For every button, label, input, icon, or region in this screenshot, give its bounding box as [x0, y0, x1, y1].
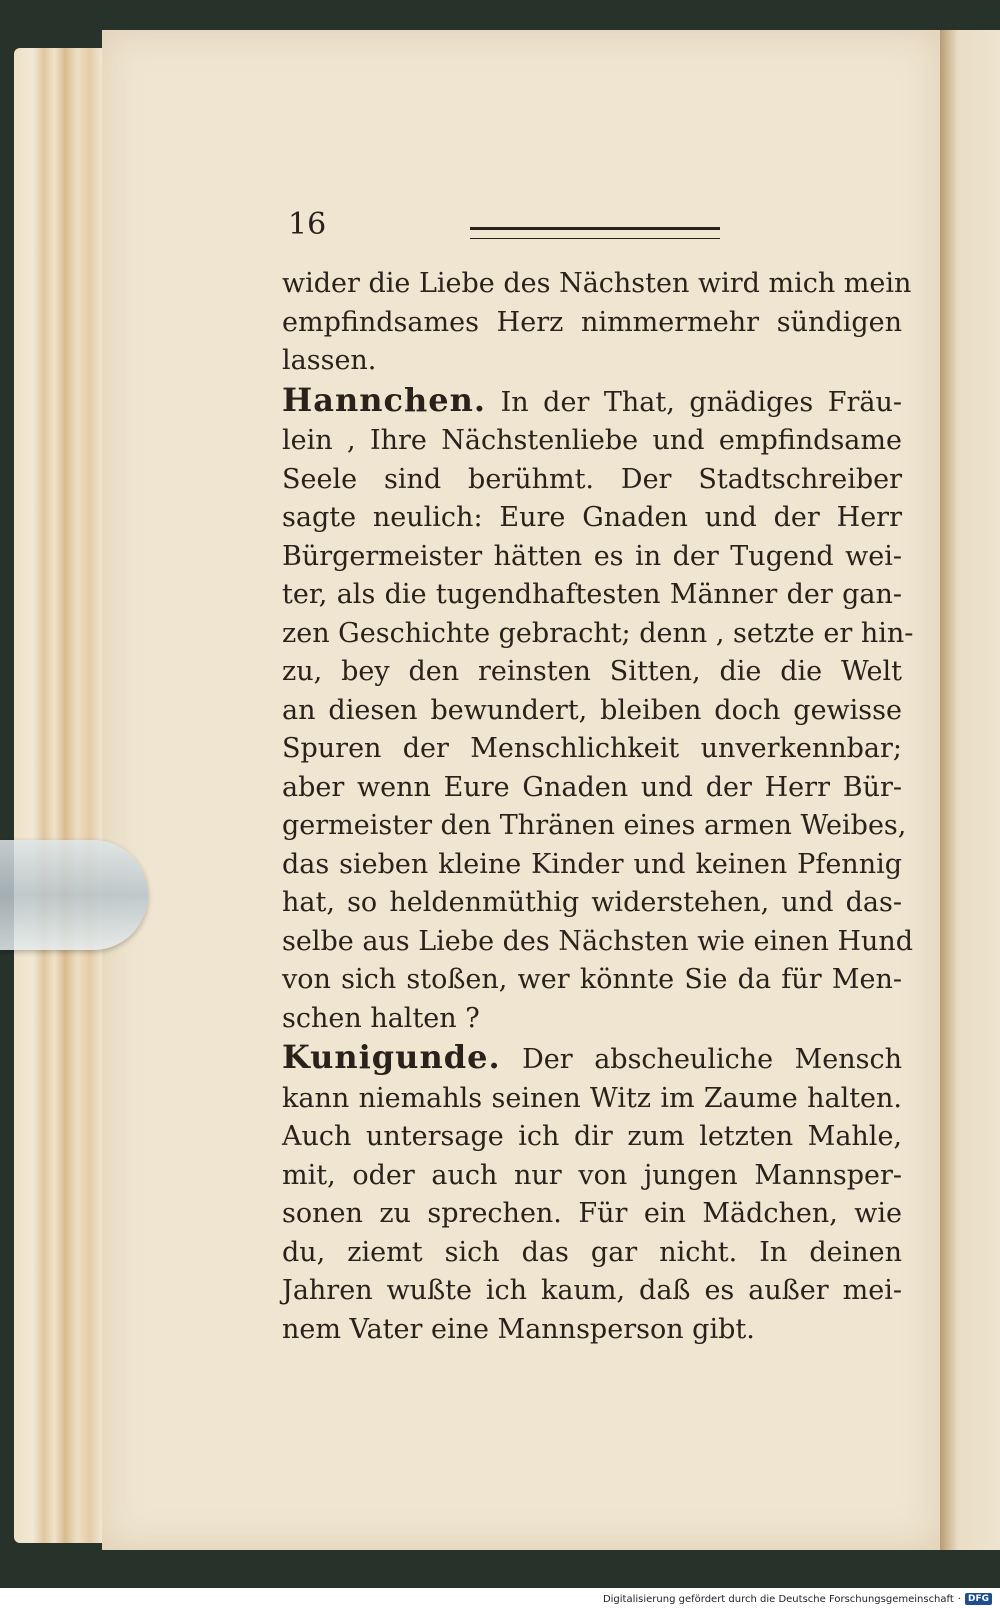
text-line: schen halten ? — [282, 1002, 480, 1034]
text-line-content: In der That, gnädiges Fräu- — [500, 386, 902, 418]
text-line: kann niemahls seinen Witz im Zaume halten. — [282, 1082, 902, 1114]
paragraph-1 — [282, 265, 912, 381]
text-line: Auch untersage ich dir zum letzten Mahle, — [282, 1121, 902, 1152]
paragraph-2 — [282, 380, 914, 1039]
text-line: ter, als die tugendhaftesten Männer der gan- — [282, 579, 902, 610]
paragraph-3 — [282, 1038, 902, 1349]
text-line: sonen zu sprechen. Für ein Mädchen, wie — [282, 1198, 902, 1229]
separator: · — [957, 1593, 961, 1605]
digitization-credit — [599, 1590, 996, 1608]
text-line: sagte neulich: Eure Gnaden und der Herr — [282, 502, 902, 533]
credit-text: Digitalisierung gefördert durch die Deutsche Forschungsgemeinschaft — [602, 1593, 954, 1605]
text-line — [282, 381, 902, 423]
text-line: selbe aus Liebe des Nächsten wie einen Hund — [282, 925, 914, 957]
text-line: Seele sind berühmt. Der Stadtschreiber — [282, 463, 902, 495]
text-line: zu, bey den reinsten Sitten, die die Welt — [282, 656, 902, 687]
text-line: wider die Liebe des Nächsten wird mich mein — [282, 268, 912, 299]
text-line: Spuren der Menschlichkeit unverkennbar; — [282, 733, 902, 764]
bookmark-clip — [0, 840, 148, 950]
text-line: Bürgermeister hätten es in der Tugend wei- — [282, 540, 902, 572]
page-edges — [14, 48, 102, 1543]
text-line: mit, oder auch nur von jungen Mannsper- — [282, 1159, 902, 1191]
page-number: 16 — [288, 207, 327, 242]
text-line: nem Vater eine Mannsperson gibt. — [282, 1313, 755, 1345]
speaker-name: Kunigunde. — [282, 1038, 501, 1076]
speaker-name: Hannchen. — [282, 380, 487, 419]
text-line: empfindsames Herz nimmermehr sündigen — [282, 306, 902, 338]
text-line-content: Der abscheuliche Mensch — [522, 1044, 902, 1075]
facing-page-edge — [940, 30, 1000, 1550]
header-rule — [470, 227, 720, 239]
text-line: zen Geschichte gebracht; denn , setzte er hin- — [282, 617, 914, 649]
text-line — [282, 1038, 902, 1080]
text-line: das sieben kleine Kinder und keinen Pfennig — [282, 848, 902, 880]
text-line: germeister den Thränen eines armen Weibes, — [282, 810, 907, 841]
text-line: lassen. — [282, 345, 377, 376]
page-text — [282, 265, 914, 1349]
text-line: Jahren wußte ich kaum, daß es außer mei- — [282, 1275, 902, 1306]
text-line: an diesen bewundert, bleiben doch gewisse — [282, 694, 902, 726]
text-line: von sich stoßen, wer könnte Sie da für Men- — [282, 964, 902, 995]
dfg-logo-icon: DFG — [965, 1593, 992, 1605]
text-line: hat, so heldenmüthig widerstehen, und das- — [282, 887, 902, 918]
text-line: du, ziemt sich das gar nicht. In deinen — [282, 1236, 902, 1268]
text-line: lein , Ihre Nächstenliebe und empfindsame — [282, 425, 902, 456]
text-line: aber wenn Eure Gnaden und der Herr Bür- — [282, 771, 902, 803]
